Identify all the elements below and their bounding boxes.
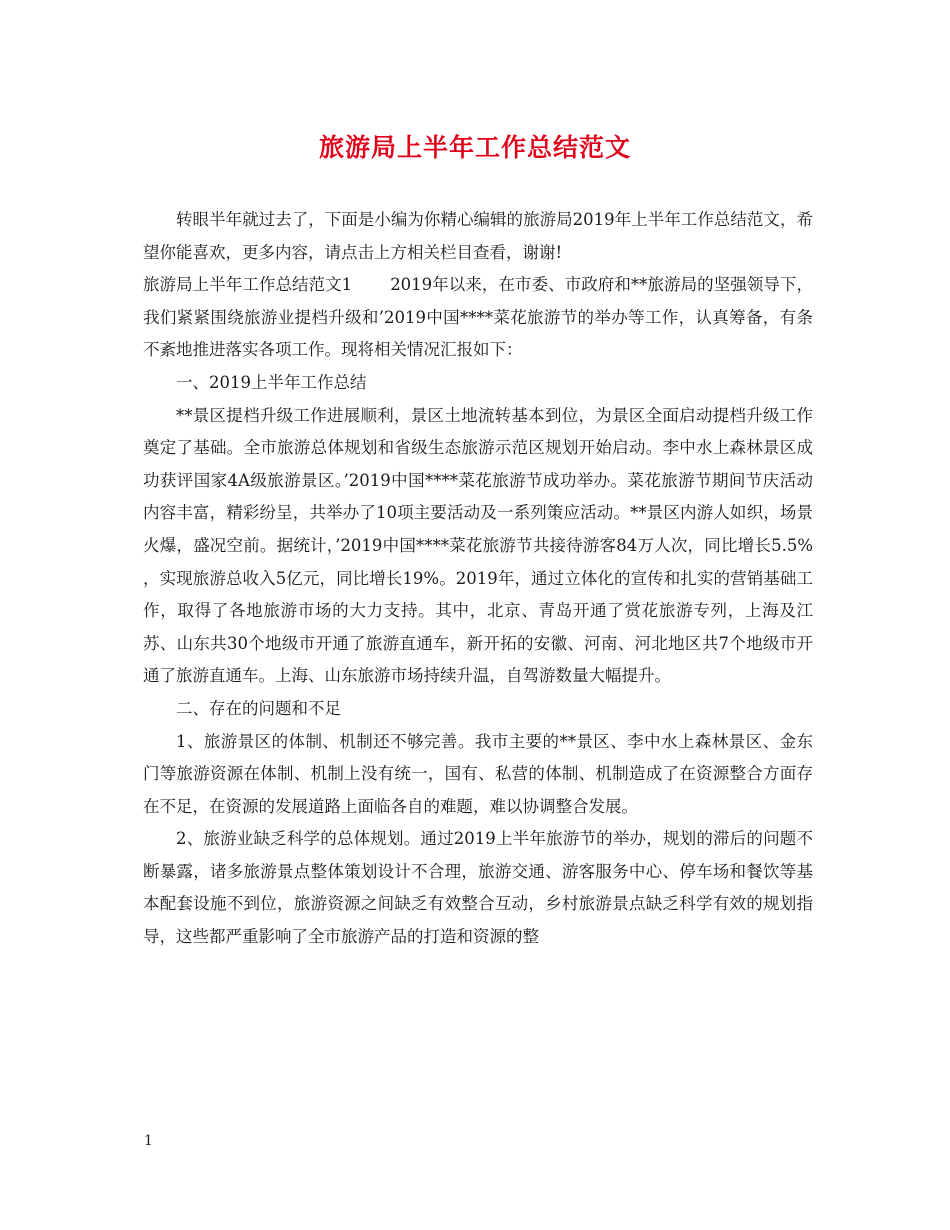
intro-paragraph: 转眼半年就过去了，下面是小编为你精心编辑的旅游局2019年上半年工作总结范文，希望你能喜欢，更多内容，请点击上方相关栏目查看，谢谢! bbox=[143, 210, 813, 262]
problem1-paragraph: 1、旅游景区的体制、机制还不够完善。我市主要的**景区、李中水上森林景区、金东门等旅游资源在体制、机制上没有统一，国有、私营的体制、机制造成了在资源整合方面存在不足，在资源的发展道路上面临各自的难题，难以协调整合发展。 bbox=[143, 731, 813, 816]
document-title: 旅游局上半年工作总结范文 bbox=[318, 133, 631, 162]
section2-heading: 二、存在的问题和不足 bbox=[176, 698, 341, 718]
report-paragraph bbox=[143, 269, 813, 367]
section1-paragraph: **景区提档升级工作进展顺利，景区土地流转基本到位，为景区全面启动提档升级工作奠定了基础。全市旅游总体规划和省级生态旅游示范区规划开始启动。李中水上森林景区成功获评国家4A级旅游景区。’2019中国****菜花旅游节成功举办。菜花旅游节期间节庆活动内容丰富，精彩纷呈，共举办了10项主要活动及一系列策应活动。**景区内游人如织，场景火爆，盛况空前。据统计，’2019中国****菜花旅游节共接待游客84万人次，同比增长5.5% ，实现旅游总收入5亿元，同比增长19%。2019年，通过立体化的宣传和扎实的营销基础工作，取得了各地旅游市场的大力支持。其中，北京、青岛开通了赏花旅游专列，上海及江苏、山东共30个地级市开通了旅游直通车，新开拓的安徽、河南、河北地区共7个地级市开通了旅游直通车。上海、山东旅游市场持续升温，自驾游数量大幅提升。 bbox=[143, 405, 813, 686]
problem2-paragraph: 2、旅游业缺乏科学的总体规划。通过2019上半年旅游节的举办，规划的滞后的问题不断暴露，诸多旅游景点整体策划设计不合理，旅游交通、游客服务中心、停车场和餐饮等基本配套设施不到位，旅游资源之间缺乏有效整合互动，乡村旅游景点缺乏科学有效的规划指导，这些都严重影响了全市旅游产品的打造和资源的整 bbox=[143, 829, 813, 947]
report-lead-text: 2019年以来，在市委、市政府和**旅游局的坚强领导下，我们紧紧围绕旅游业提档升级和’2019中国****菜花旅游节的举办等工作，认真筹备，有条不紊地推进落实各项工作。现将相关情况汇报如下： bbox=[143, 275, 813, 360]
report-subheading: 旅游局上半年工作总结范文1 bbox=[143, 275, 353, 295]
page-number: 1 bbox=[144, 1133, 153, 1149]
document-body bbox=[143, 204, 813, 954]
section1-heading: 一、2019上半年工作总结 bbox=[176, 372, 367, 392]
